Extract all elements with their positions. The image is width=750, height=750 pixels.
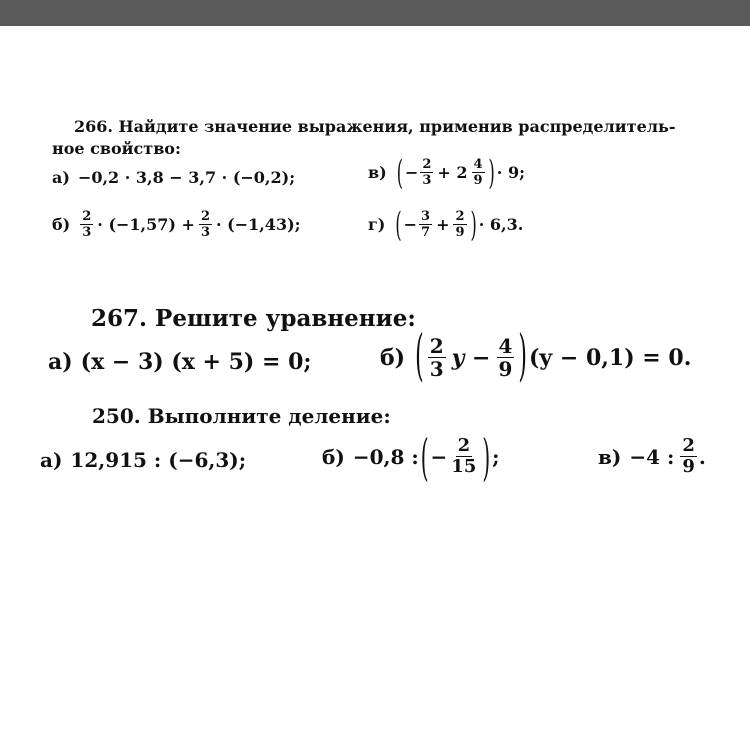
fraction (449, 437, 478, 476)
denominator: 3 (200, 225, 210, 240)
exercise-250-b (322, 426, 500, 487)
denominator: 3 (429, 357, 444, 381)
fraction (80, 210, 93, 239)
exercise-250-v (598, 437, 706, 476)
right-paren: ) (470, 204, 477, 245)
item-label: б) (322, 444, 345, 469)
expression: (x − 3) (x + 5) = 0; (80, 349, 312, 375)
problem-250-title (92, 404, 391, 428)
problem-text: Решите уравнение: (155, 305, 416, 332)
item-label: а) (52, 168, 70, 187)
problem-number: 267. (91, 305, 148, 332)
variable-term: y − (451, 344, 491, 371)
exercise-250-a (40, 448, 246, 472)
fraction (497, 336, 515, 379)
expression-tail: ; (492, 444, 500, 469)
numerator: 2 (455, 209, 465, 224)
numerator: 2 (457, 435, 471, 456)
expression-tail: · (−1,43); (215, 215, 301, 234)
expression-lead: −4 : (629, 444, 675, 469)
expression: −0,2 · 3,8 − 3,7 · (−0,2); (77, 168, 296, 187)
numerator: 2 (200, 209, 210, 224)
item-label: б) (52, 215, 71, 234)
item-label: в) (368, 163, 387, 182)
minus-sign: − (430, 444, 448, 469)
item-label: а) (40, 448, 63, 472)
fraction (453, 210, 466, 239)
minus-sign: − (403, 215, 418, 234)
expression-middle: · (−1,57) + (97, 215, 195, 234)
denominator: 9 (498, 357, 513, 381)
expression-lead: −0,8 : (352, 444, 419, 469)
expression-tail: (y − 0,1) = 0. (529, 344, 692, 371)
right-paren: ) (518, 326, 528, 389)
fraction (428, 336, 446, 379)
fraction (680, 437, 697, 476)
right-paren: ) (488, 152, 495, 193)
plus-whole: + 2 (437, 163, 468, 182)
denominator: 9 (473, 173, 483, 188)
top-bar (0, 0, 750, 26)
item-label: а) (48, 349, 73, 375)
denominator: 9 (455, 225, 465, 240)
problem-number: 266. (74, 117, 113, 136)
exercise-267-a (48, 349, 312, 375)
expression: 12,915 : (−6,3); (70, 448, 247, 472)
denominator: 15 (451, 456, 477, 477)
expression-tail: · 6,3. (478, 215, 524, 234)
numerator: 2 (82, 209, 92, 224)
exercise-266-g (368, 204, 524, 245)
denominator: 3 (422, 173, 432, 188)
numerator: 3 (421, 209, 431, 224)
expression-tail: · 9; (496, 163, 525, 182)
fraction (199, 210, 212, 239)
numerator: 2 (682, 435, 695, 456)
exercise-266-a (52, 168, 295, 187)
minus-sign: − (404, 163, 419, 182)
left-paren: ( (420, 426, 429, 487)
problem-text: Найдите значение выражения, применив распределитель- (118, 117, 676, 136)
fraction (419, 210, 432, 239)
problem-266-title (74, 117, 676, 136)
item-label: г) (368, 215, 386, 234)
exercise-266-v (368, 152, 525, 193)
left-paren: ( (395, 204, 402, 245)
left-paren: ( (415, 326, 424, 389)
exercise-266-b (52, 210, 301, 239)
numerator: 4 (498, 334, 513, 358)
item-label: в) (598, 444, 622, 469)
denominator: 9 (682, 456, 695, 477)
problem-266-title-cont: ное свойство: (52, 139, 181, 158)
fraction (472, 158, 485, 187)
numerator: 2 (422, 157, 432, 172)
numerator: 4 (473, 157, 483, 172)
right-paren: ) (482, 426, 491, 487)
plus-sign: + (436, 215, 450, 234)
denominator: 3 (82, 225, 92, 240)
exercise-267-b (380, 326, 692, 389)
problem-number: 250. (92, 404, 141, 428)
left-paren: ( (396, 152, 403, 193)
denominator: 7 (421, 225, 431, 240)
problem-text: Выполните деление: (147, 404, 391, 428)
fraction (420, 158, 433, 187)
numerator: 2 (429, 334, 444, 358)
problem-267-title (91, 305, 416, 332)
expression-tail: . (698, 444, 706, 469)
item-label: б) (380, 344, 406, 371)
